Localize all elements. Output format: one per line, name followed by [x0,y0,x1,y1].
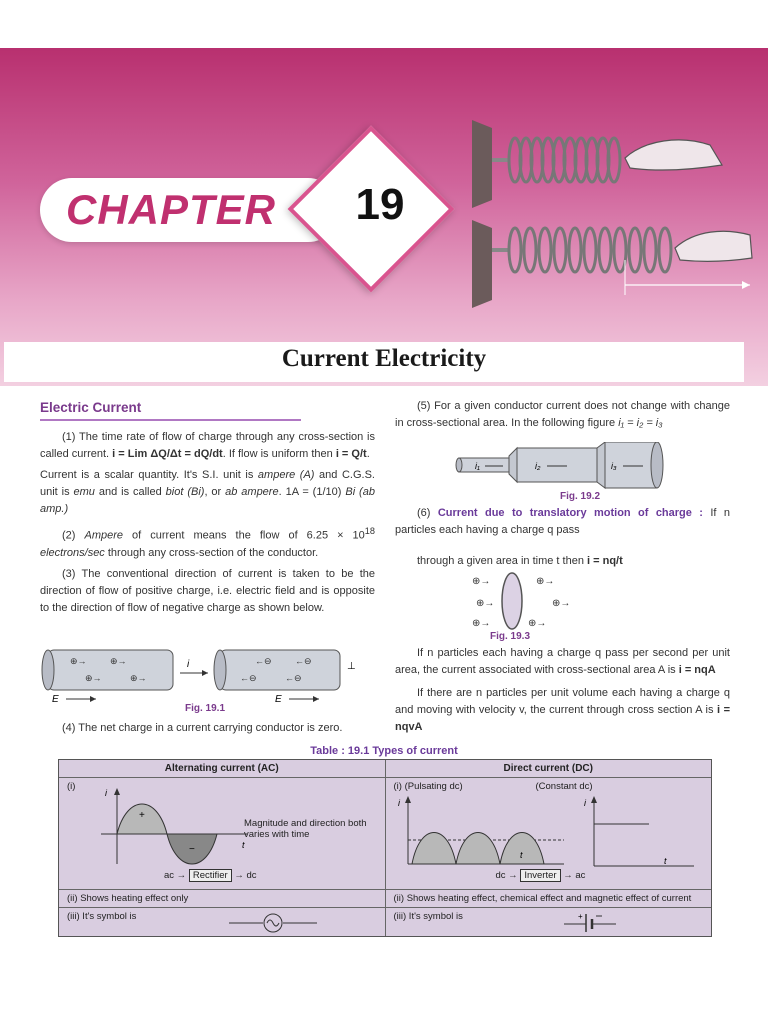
paragraph-1: (1) The time rate of flow of charge through any cross-section is called current. i = Lim ΔQ/Δt = dQ/dt. If flow is uniform then i = Q/t. [40,430,375,460]
ac-graph-cell: (i) i + − t Magnitude and direction both varies with time ac → Rectifier → dc [59,778,385,889]
svg-text:⊕→: ⊕→ [552,598,571,609]
dc-axis-t-2: t [663,856,667,866]
ac-effects: (ii) Shows heating effect only [67,893,189,904]
svg-text:⊕→: ⊕→ [130,673,147,683]
dc-waveforms [394,794,704,874]
chapter-label: CHAPTER [66,186,277,233]
svg-text:⊕→: ⊕→ [70,656,87,666]
column-header-ac: Alternating current (AC) [164,763,279,774]
figure-19-3 [468,570,578,632]
ac-note: Magnitude and direction both varies with time [244,818,367,840]
coil-illustration [460,110,760,310]
section-heading: Electric Current [40,398,301,421]
svg-text:⊕→: ⊕→ [472,618,491,629]
paragraph-2: (2) Ampere of current means the flow of $6.25 \times 10^{18}$ electrons/sec through any cross-section of the conductor. [40,526,375,559]
dc-battery-icon [564,910,624,934]
ac-axis-t: t [242,840,245,850]
paragraph-1b: Current is a scalar quantity. It's S.I. unit is ampere (A) and C.G.S. unit is emu and is called biot (Bi), or ab ampere. 1A = (1/10) Bi (ab amp.) [40,469,375,516]
table-row-graphs [59,778,711,890]
paragraph-6: (6) Current due to translatory motion of charge : If n particles each having a charge q pass [395,507,730,537]
svg-text:←⊖: ←⊖ [240,673,257,683]
right-column-top [395,398,730,436]
figure-19-1 [40,645,380,705]
ac-minus-sign: − [189,844,195,855]
table-header-row [59,760,711,778]
svg-text:+: + [577,912,583,921]
svg-text:⊥: ⊥ [347,661,356,672]
fig2-i2-label: i₂ [535,461,541,471]
fig-19-1-caption: Fig. 19.1 [184,703,225,714]
dc-axis-t-1: t [519,850,523,860]
svg-text:←⊖: ←⊖ [255,656,272,666]
paragraph-7: If n particles each having a charge q pass per second per unit area, the current associated with cross-sectional area A is i = nqA [395,647,730,677]
svg-text:←⊖: ←⊖ [285,673,302,683]
dc-constant-label: (Constant dc) [535,781,593,792]
dc-axis-i-2: i [583,798,586,808]
dc-inverter-flow: dc → Inverter → ac [495,870,586,881]
table-row-symbols [59,908,711,936]
left-column [40,398,375,621]
fig2-i1-label: i₁ [475,461,480,471]
types-of-current-table [58,759,712,937]
paragraph-5: (5) For a given conductor current does not change with change in cross-sectional area. In the following figure i₁ = i₂ = i₃ [395,400,730,430]
paragraph-4: (4) The net charge in a current carrying conductor is zero. [62,722,343,734]
table-row-effects [59,890,711,908]
fig1-current-label: i [187,659,190,670]
svg-text:←⊖: ←⊖ [295,656,312,666]
svg-text:⊕→: ⊕→ [536,576,555,587]
dc-graph-cell: (i) (Pulsating dc) (Constant dc) i t i t dc → Inverter → ac [385,778,712,889]
svg-text:⊕→: ⊕→ [476,598,495,609]
paragraph-3: (3) The conventional direction of current is taken to be the direction of flow of positive charge, i.e. electric field and is opposite to the direction of flow of negative charge as shown below. [40,567,375,614]
inverter-box: Inverter [520,869,560,882]
column-header-dc: Direct current (DC) [385,760,712,777]
dc-axis-i-1: i [397,798,400,808]
table-title: Table : 19.1 Types of current [310,745,458,757]
figure-19-2 [455,442,665,492]
svg-text:⊕→: ⊕→ [110,656,127,666]
svg-text:⊕→: ⊕→ [528,618,547,629]
fig-19-3-caption: Fig. 19.3 [489,631,530,642]
paragraph-6b: through a given area in time t then i = nq/t [417,555,623,568]
ac-waveform [97,786,257,868]
svg-text:⊕→: ⊕→ [85,673,102,683]
right-column-bottom [395,645,730,740]
ac-plus-sign: + [139,810,145,821]
dc-effects: (ii) Shows heating effect, chemical effect and magnetic effect of current [385,890,712,907]
fig-19-2-caption: Fig. 19.2 [559,491,600,502]
ac-rectifier-flow: ac → Rectifier → dc [164,870,257,881]
dc-symbol-cell: (iii) It's symbol is + [385,908,712,936]
paragraph-8: If there are n particles per unit volume each having a charge q and moving with velocity v, the current through cross section A is i = nqvA [395,687,730,734]
ac-symbol-icon [229,912,319,934]
right-column-mid [395,505,730,574]
ac-symbol-cell: (iii) It's symbol is [59,908,385,936]
ac-axis-i: i [105,788,107,798]
fig1-field-label-2: E [275,694,282,705]
rectifier-box: Rectifier [189,869,232,882]
fig1-field-label-1: E [52,694,59,705]
chapter-number: 19 [355,180,405,229]
page-title: Current Electricity [281,345,487,372]
fig2-i3-label: i₃ [611,461,617,471]
svg-text:⊕→: ⊕→ [472,576,491,587]
